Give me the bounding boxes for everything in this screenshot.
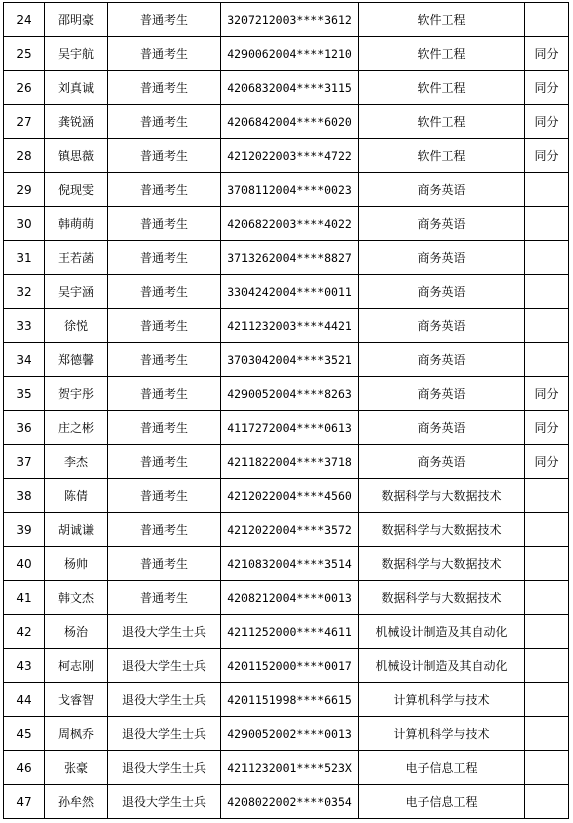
row-number-cell: 35 — [4, 377, 45, 411]
note-cell: 同分 — [525, 105, 569, 139]
major-cell: 计算机科学与技术 — [359, 717, 525, 751]
applicant-category-cell: 普通考生 — [108, 139, 221, 173]
major-cell: 商务英语 — [359, 241, 525, 275]
applicant-category-cell: 退役大学生士兵 — [108, 649, 221, 683]
student-name-cell: 李杰 — [45, 445, 108, 479]
row-number-cell: 30 — [4, 207, 45, 241]
student-name-cell: 柯志刚 — [45, 649, 108, 683]
student-name-cell: 王若菡 — [45, 241, 108, 275]
major-cell: 商务英语 — [359, 377, 525, 411]
row-number-cell: 45 — [4, 717, 45, 751]
row-number-cell: 26 — [4, 71, 45, 105]
table-row — [4, 649, 569, 683]
row-number-cell: 46 — [4, 751, 45, 785]
row-number-cell: 27 — [4, 105, 45, 139]
note-cell: 同分 — [525, 71, 569, 105]
note-cell — [525, 275, 569, 309]
row-number-cell: 24 — [4, 3, 45, 37]
id-number-cell: 4208212004****0013 — [221, 581, 359, 615]
applicant-category-cell: 普通考生 — [108, 479, 221, 513]
student-name-cell: 杨帅 — [45, 547, 108, 581]
table-row — [4, 173, 569, 207]
note-cell — [525, 683, 569, 717]
note-cell: 同分 — [525, 445, 569, 479]
id-number-cell: 4211232001****523X — [221, 751, 359, 785]
id-number-cell: 4206832004****3115 — [221, 71, 359, 105]
note-cell — [525, 343, 569, 377]
applicant-category-cell: 退役大学生士兵 — [108, 615, 221, 649]
table-row — [4, 717, 569, 751]
applicant-category-cell: 普通考生 — [108, 547, 221, 581]
table-row — [4, 241, 569, 275]
note-cell — [525, 649, 569, 683]
row-number-cell: 47 — [4, 785, 45, 819]
table-row — [4, 139, 569, 173]
row-number-cell: 34 — [4, 343, 45, 377]
major-cell: 软件工程 — [359, 139, 525, 173]
id-number-cell: 4208022002****0354 — [221, 785, 359, 819]
applicant-category-cell: 普通考生 — [108, 275, 221, 309]
applicant-category-cell: 普通考生 — [108, 309, 221, 343]
note-cell — [525, 479, 569, 513]
applicant-category-cell: 普通考生 — [108, 343, 221, 377]
id-number-cell: 4290062004****1210 — [221, 37, 359, 71]
id-number-cell: 4206842004****6020 — [221, 105, 359, 139]
id-number-cell: 4210832004****3514 — [221, 547, 359, 581]
table-row — [4, 105, 569, 139]
row-number-cell: 33 — [4, 309, 45, 343]
applicant-category-cell: 普通考生 — [108, 173, 221, 207]
note-cell — [525, 581, 569, 615]
note-cell — [525, 513, 569, 547]
student-name-cell: 韩文杰 — [45, 581, 108, 615]
student-name-cell: 吴宇涵 — [45, 275, 108, 309]
id-number-cell: 4201152000****0017 — [221, 649, 359, 683]
applicant-category-cell: 普通考生 — [108, 581, 221, 615]
major-cell: 商务英语 — [359, 173, 525, 207]
table-row — [4, 615, 569, 649]
student-name-cell: 龚锐涵 — [45, 105, 108, 139]
note-cell — [525, 3, 569, 37]
note-cell — [525, 785, 569, 819]
major-cell: 商务英语 — [359, 309, 525, 343]
applicant-category-cell: 退役大学生士兵 — [108, 751, 221, 785]
applicant-category-cell: 普通考生 — [108, 445, 221, 479]
major-cell: 电子信息工程 — [359, 751, 525, 785]
major-cell: 机械设计制造及其自动化 — [359, 615, 525, 649]
table-row — [4, 683, 569, 717]
student-name-cell: 贺宇彤 — [45, 377, 108, 411]
student-name-cell: 杨治 — [45, 615, 108, 649]
row-number-cell: 43 — [4, 649, 45, 683]
row-number-cell: 32 — [4, 275, 45, 309]
table-row — [4, 37, 569, 71]
major-cell: 商务英语 — [359, 275, 525, 309]
note-cell — [525, 241, 569, 275]
table-row — [4, 513, 569, 547]
table-row — [4, 411, 569, 445]
table-row — [4, 343, 569, 377]
id-number-cell: 4290052004****8263 — [221, 377, 359, 411]
row-number-cell: 44 — [4, 683, 45, 717]
row-number-cell: 37 — [4, 445, 45, 479]
major-cell: 商务英语 — [359, 411, 525, 445]
note-cell — [525, 207, 569, 241]
table-row — [4, 547, 569, 581]
major-cell: 商务英语 — [359, 343, 525, 377]
major-cell: 计算机科学与技术 — [359, 683, 525, 717]
student-name-cell: 倪现雯 — [45, 173, 108, 207]
major-cell: 软件工程 — [359, 105, 525, 139]
row-number-cell: 28 — [4, 139, 45, 173]
student-name-cell: 徐悦 — [45, 309, 108, 343]
table-row — [4, 445, 569, 479]
major-cell: 商务英语 — [359, 445, 525, 479]
table-row — [4, 785, 569, 819]
major-cell: 数据科学与大数据技术 — [359, 547, 525, 581]
id-number-cell: 4206822003****4022 — [221, 207, 359, 241]
note-cell — [525, 309, 569, 343]
admission-roster-table — [3, 2, 569, 819]
student-name-cell: 张豪 — [45, 751, 108, 785]
applicant-category-cell: 普通考生 — [108, 37, 221, 71]
applicant-category-cell: 普通考生 — [108, 207, 221, 241]
student-name-cell: 胡诚谦 — [45, 513, 108, 547]
major-cell: 软件工程 — [359, 37, 525, 71]
note-cell — [525, 173, 569, 207]
student-name-cell: 刘真诚 — [45, 71, 108, 105]
id-number-cell: 4117272004****0613 — [221, 411, 359, 445]
applicant-category-cell: 普通考生 — [108, 513, 221, 547]
applicant-category-cell: 普通考生 — [108, 71, 221, 105]
student-name-cell: 庄之彬 — [45, 411, 108, 445]
id-number-cell: 4212022004****3572 — [221, 513, 359, 547]
note-cell — [525, 615, 569, 649]
row-number-cell: 40 — [4, 547, 45, 581]
applicant-category-cell: 退役大学生士兵 — [108, 717, 221, 751]
note-cell: 同分 — [525, 377, 569, 411]
table-row — [4, 207, 569, 241]
id-number-cell: 4211232003****4421 — [221, 309, 359, 343]
applicant-category-cell: 普通考生 — [108, 105, 221, 139]
student-name-cell: 戈睿智 — [45, 683, 108, 717]
applicant-category-cell: 退役大学生士兵 — [108, 785, 221, 819]
note-cell: 同分 — [525, 37, 569, 71]
table-row — [4, 71, 569, 105]
major-cell: 机械设计制造及其自动化 — [359, 649, 525, 683]
student-name-cell: 周枫乔 — [45, 717, 108, 751]
student-name-cell: 郑德馨 — [45, 343, 108, 377]
row-number-cell: 39 — [4, 513, 45, 547]
note-cell — [525, 751, 569, 785]
id-number-cell: 3304242004****0011 — [221, 275, 359, 309]
id-number-cell: 3713262004****8827 — [221, 241, 359, 275]
major-cell: 数据科学与大数据技术 — [359, 479, 525, 513]
id-number-cell: 4211252000****4611 — [221, 615, 359, 649]
table-row — [4, 377, 569, 411]
student-name-cell: 吴宇航 — [45, 37, 108, 71]
major-cell: 数据科学与大数据技术 — [359, 513, 525, 547]
id-number-cell: 4201151998****6615 — [221, 683, 359, 717]
id-number-cell: 4211822004****3718 — [221, 445, 359, 479]
major-cell: 商务英语 — [359, 207, 525, 241]
major-cell: 软件工程 — [359, 71, 525, 105]
major-cell: 电子信息工程 — [359, 785, 525, 819]
row-number-cell: 38 — [4, 479, 45, 513]
note-cell — [525, 717, 569, 751]
row-number-cell: 42 — [4, 615, 45, 649]
table-row — [4, 275, 569, 309]
student-name-cell: 陈倩 — [45, 479, 108, 513]
applicant-category-cell: 退役大学生士兵 — [108, 683, 221, 717]
note-cell: 同分 — [525, 139, 569, 173]
student-name-cell: 孙牟然 — [45, 785, 108, 819]
id-number-cell: 3703042004****3521 — [221, 343, 359, 377]
table-row — [4, 479, 569, 513]
row-number-cell: 36 — [4, 411, 45, 445]
note-cell — [525, 547, 569, 581]
applicant-category-cell: 普通考生 — [108, 241, 221, 275]
roster-body — [4, 3, 569, 819]
row-number-cell: 25 — [4, 37, 45, 71]
student-name-cell: 韩萌萌 — [45, 207, 108, 241]
id-number-cell: 3708112004****0023 — [221, 173, 359, 207]
student-name-cell: 邵明豪 — [45, 3, 108, 37]
table-row — [4, 581, 569, 615]
major-cell: 软件工程 — [359, 3, 525, 37]
table-row — [4, 751, 569, 785]
note-cell: 同分 — [525, 411, 569, 445]
applicant-category-cell: 普通考生 — [108, 377, 221, 411]
row-number-cell: 29 — [4, 173, 45, 207]
applicant-category-cell: 普通考生 — [108, 411, 221, 445]
table-row — [4, 309, 569, 343]
table-row — [4, 3, 569, 37]
student-name-cell: 镇思薇 — [45, 139, 108, 173]
id-number-cell: 3207212003****3612 — [221, 3, 359, 37]
id-number-cell: 4212022004****4560 — [221, 479, 359, 513]
row-number-cell: 41 — [4, 581, 45, 615]
row-number-cell: 31 — [4, 241, 45, 275]
major-cell: 数据科学与大数据技术 — [359, 581, 525, 615]
applicant-category-cell: 普通考生 — [108, 3, 221, 37]
id-number-cell: 4290052002****0013 — [221, 717, 359, 751]
id-number-cell: 4212022003****4722 — [221, 139, 359, 173]
